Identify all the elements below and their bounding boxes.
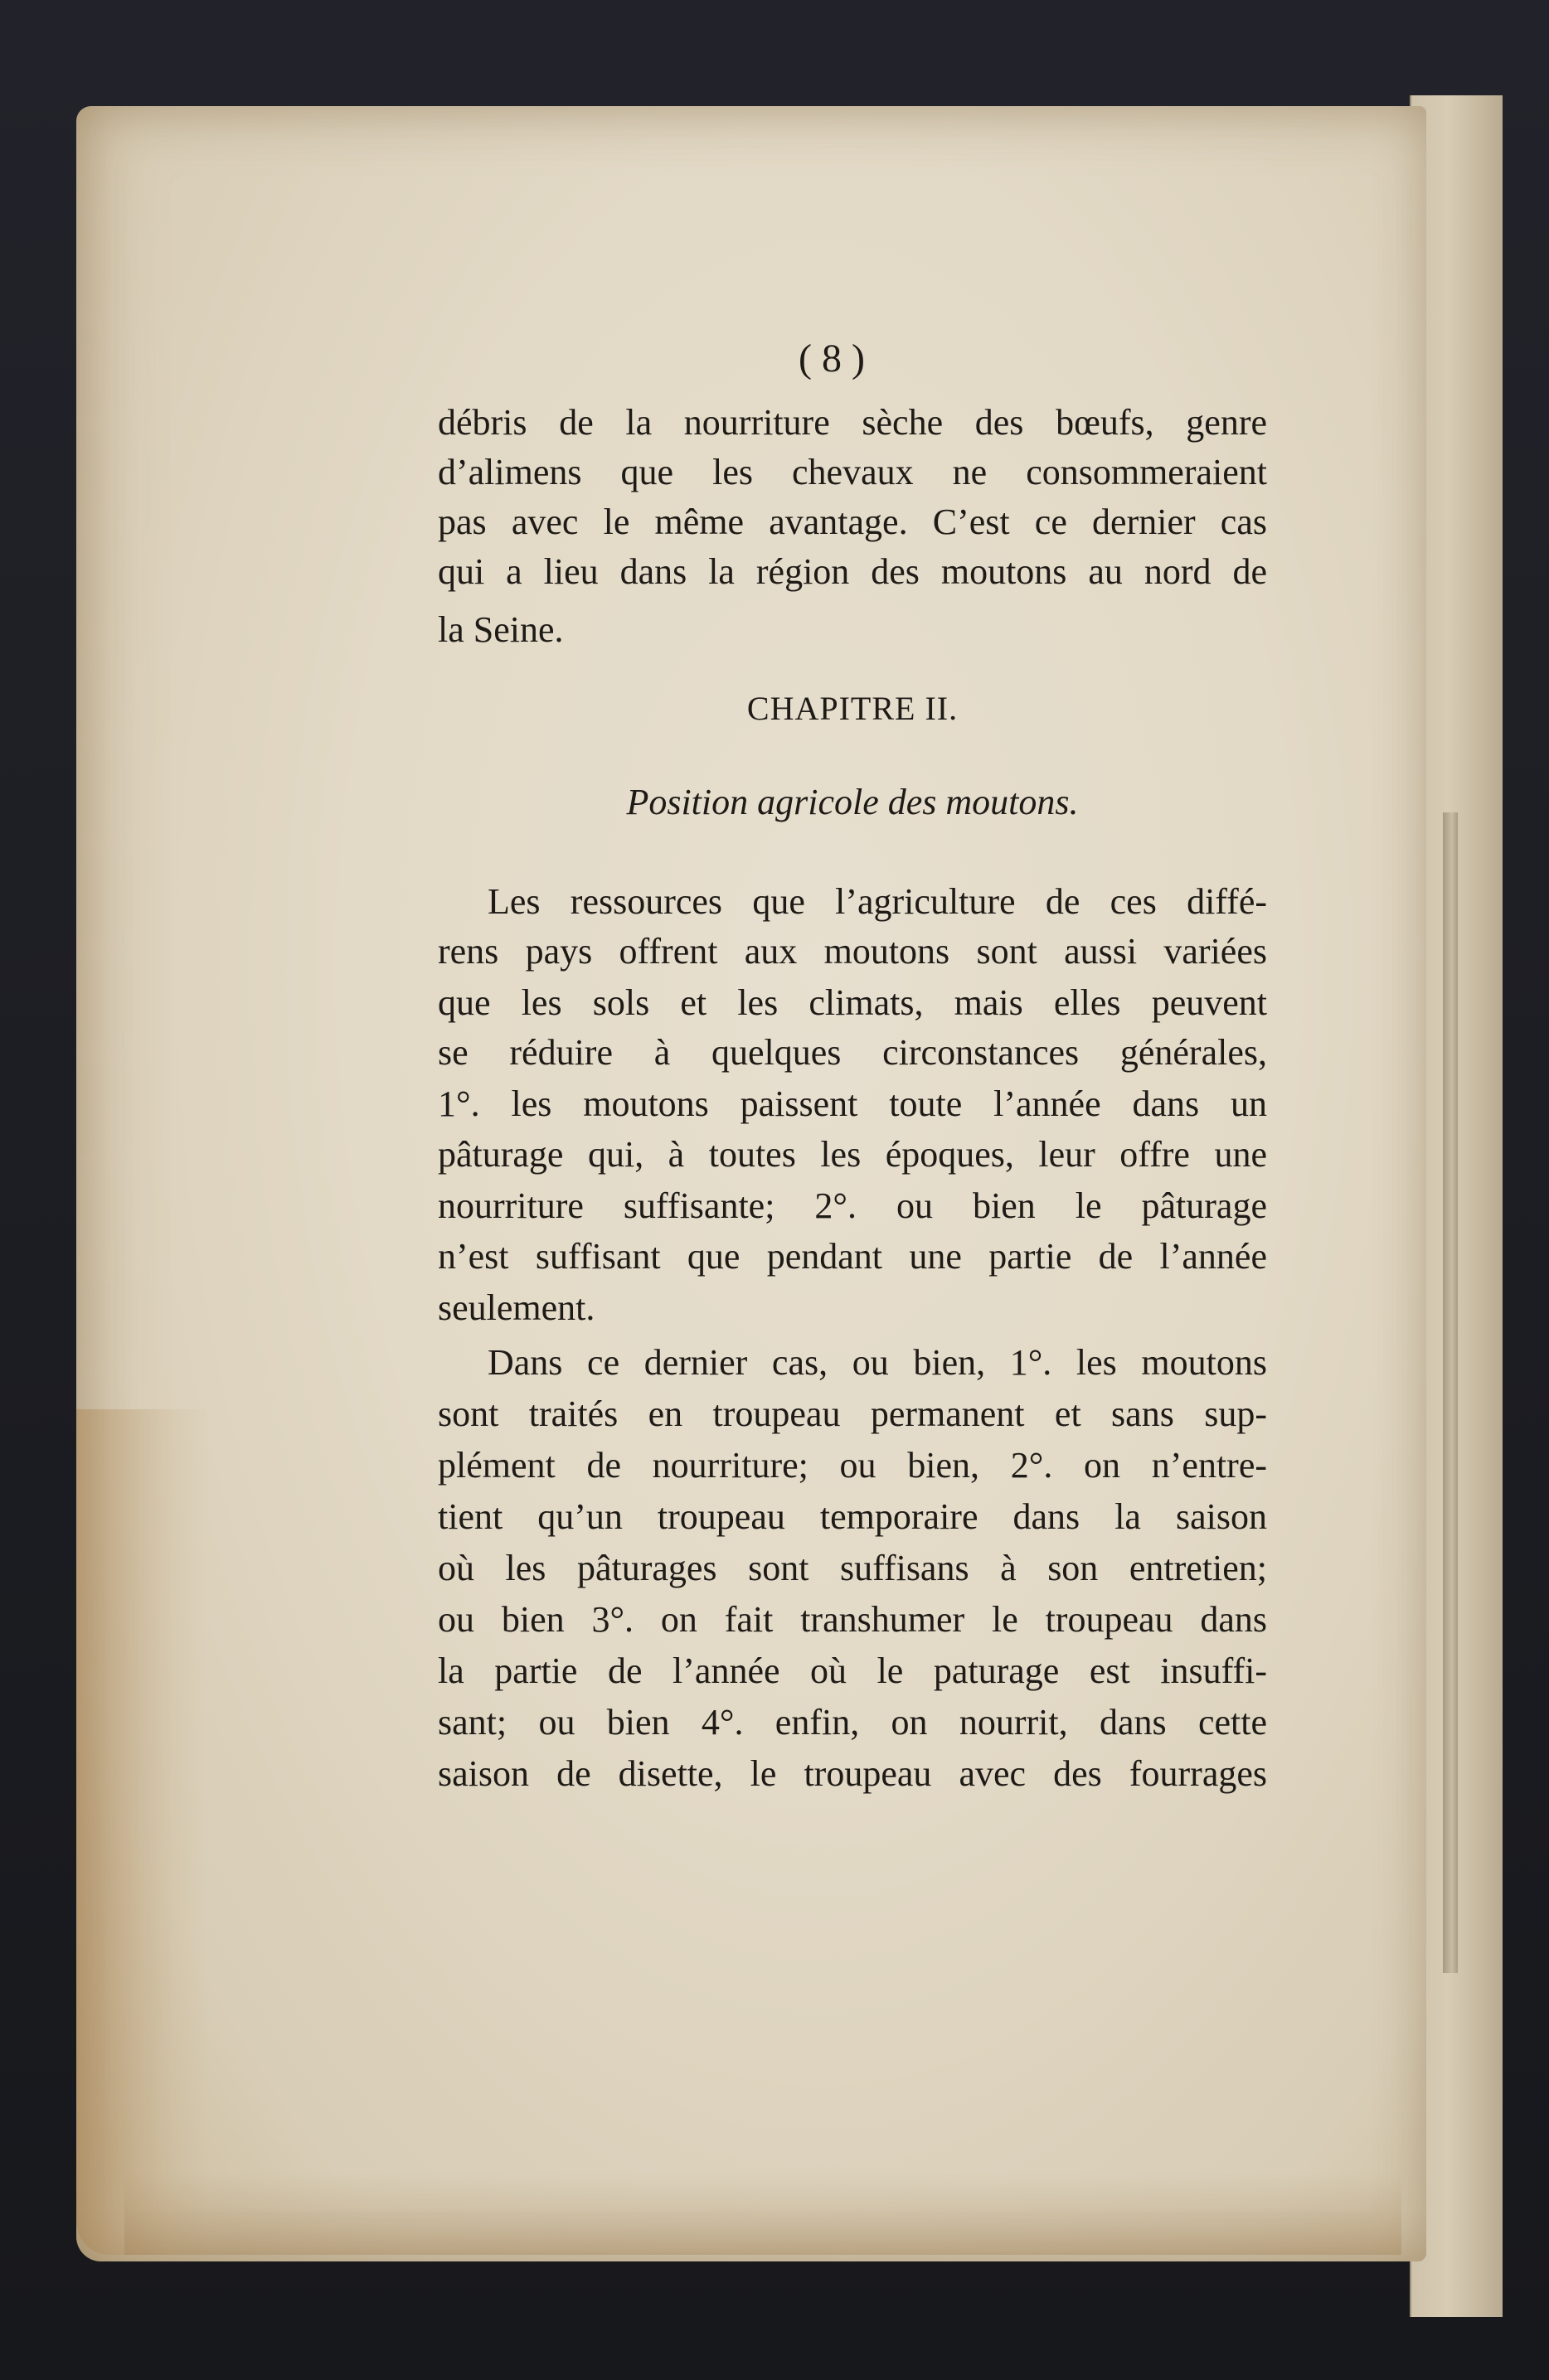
paragraph-line: sont traités en troupeau permanent et sans sup- bbox=[438, 1394, 1267, 1434]
paragraph-line: rens pays offrent aux moutons sont aussi variées bbox=[438, 931, 1267, 972]
paragraph-line: où les pâturages sont suffisans à son entretien; bbox=[438, 1548, 1267, 1588]
paragraph-line: sant; ou bien 4°. enfin, on nourrit, dans cette bbox=[438, 1702, 1267, 1743]
intro-line: qui a lieu dans la région des moutons au nord de bbox=[438, 551, 1267, 592]
paragraph-line: saison de disette, le troupeau avec des fourrages bbox=[438, 1753, 1267, 1794]
page-stain-bottom bbox=[124, 2172, 1401, 2255]
paragraph-line: pâturage qui, à toutes les époques, leur offre une bbox=[438, 1134, 1267, 1175]
paragraph-line: n’est suffisant que pendant une partie de l’année bbox=[438, 1236, 1267, 1277]
paragraph-line: se réduire à quelques circonstances générales, bbox=[438, 1032, 1267, 1073]
paragraph-line: que les sols et les climats, mais elles peuvent bbox=[438, 982, 1267, 1023]
page-number: ( 8 ) bbox=[799, 337, 865, 381]
chapter-subtitle: Position agricole des moutons. bbox=[626, 782, 1079, 822]
paragraph-line: Dans ce dernier cas, ou bien, 1°. les moutons bbox=[488, 1342, 1267, 1383]
intro-line: la Seine. bbox=[438, 609, 564, 650]
paragraph-line: tient qu’un troupeau temporaire dans la saison bbox=[438, 1496, 1267, 1537]
paragraph-line: ou bien 3°. on fait transhumer le troupeau dans bbox=[438, 1599, 1267, 1640]
page-stain-left bbox=[76, 1409, 209, 2255]
adjacent-page-shadow bbox=[1443, 812, 1458, 1973]
chapter-title: CHAPITRE II. bbox=[746, 690, 959, 727]
intro-line: d’alimens que les chevaux ne consommeraient bbox=[438, 452, 1267, 492]
intro-line: pas avec le même avantage. C’est ce dernier cas bbox=[438, 502, 1267, 542]
intro-line: débris de la nourriture sèche des bœufs, genre bbox=[438, 402, 1267, 443]
paragraph-line: plément de nourriture; ou bien, 2°. on n’entre- bbox=[438, 1445, 1267, 1486]
paragraph-line: Les ressources que l’agriculture de ces diffé- bbox=[488, 881, 1267, 922]
paragraph-line: la partie de l’année où le paturage est insuffi- bbox=[438, 1650, 1267, 1691]
paragraph-line: 1°. les moutons paissent toute l’année dans un bbox=[438, 1083, 1267, 1124]
paragraph-line: nourriture suffisante; 2°. ou bien le pâturage bbox=[438, 1185, 1267, 1226]
paragraph-line: seulement. bbox=[438, 1287, 595, 1328]
